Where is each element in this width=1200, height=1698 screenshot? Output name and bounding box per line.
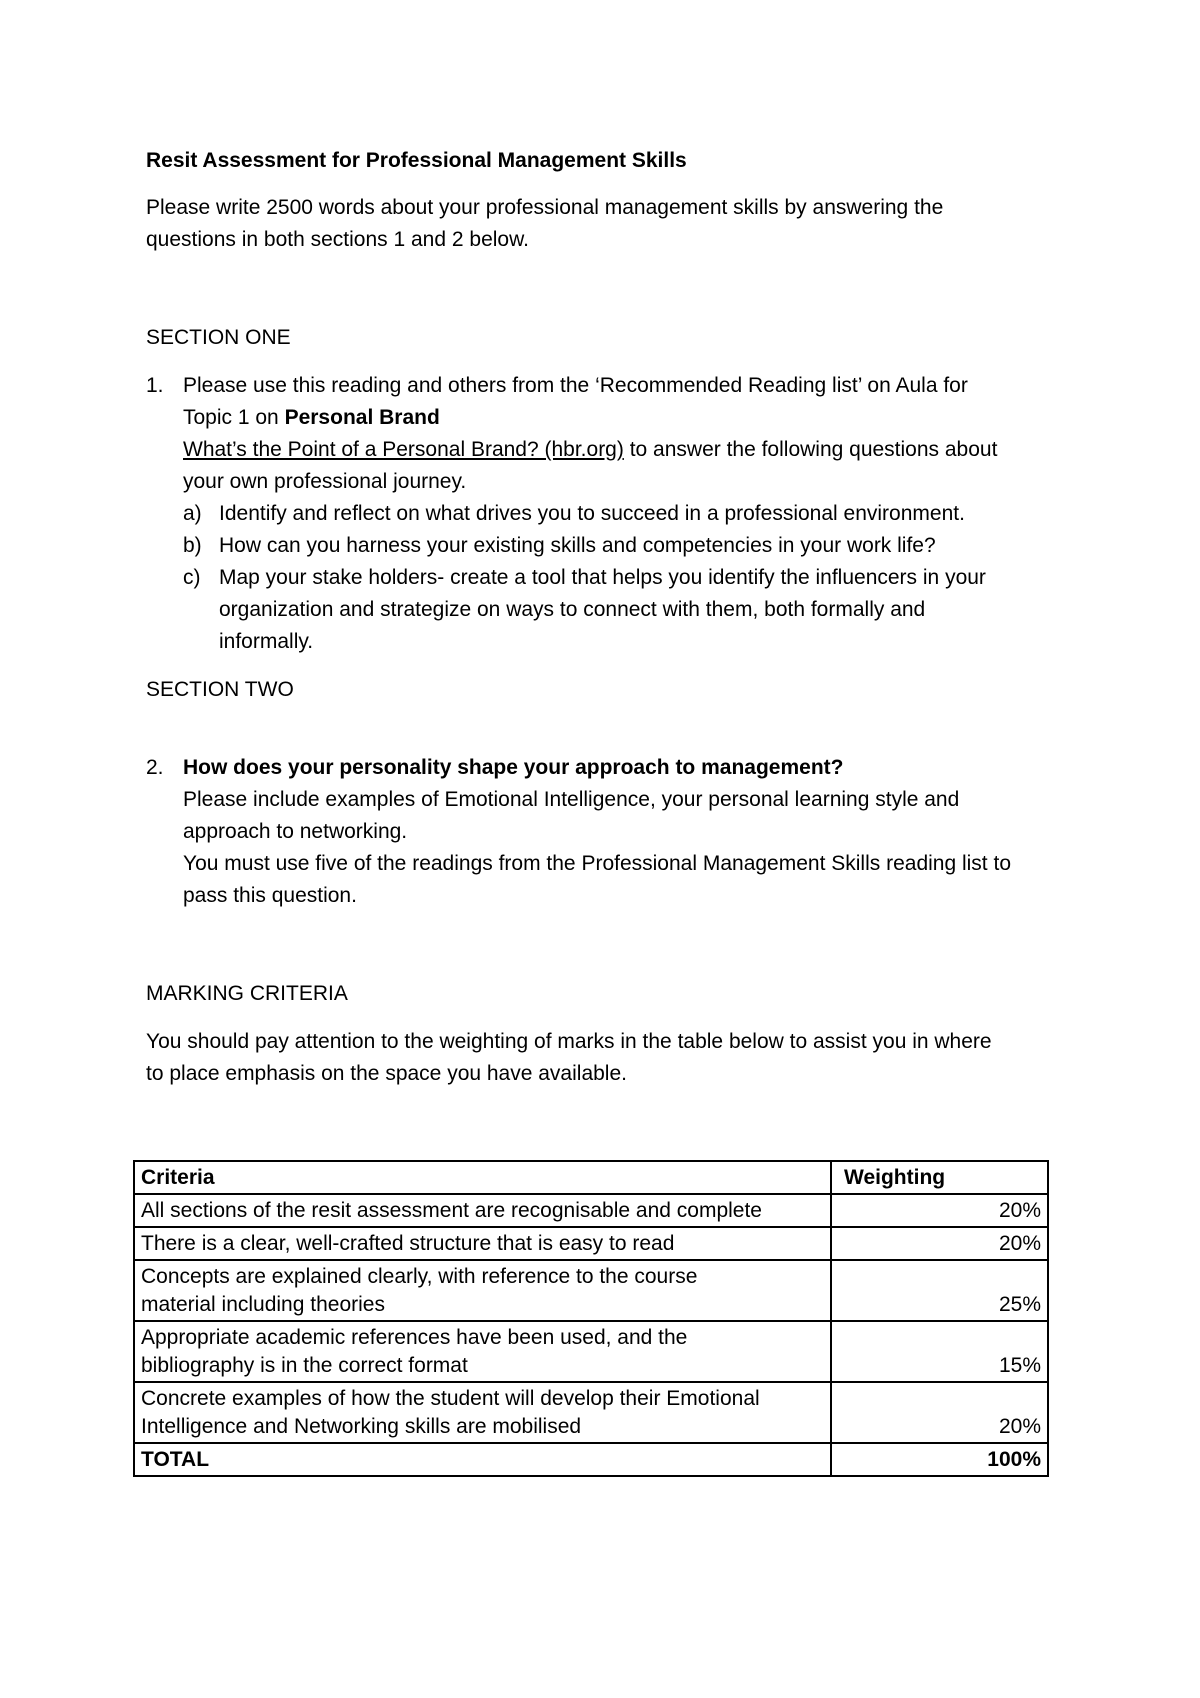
marking-line-1: You should pay attention to the weighting of marks in the table below to assist you in where [146, 1030, 992, 1053]
section-one-number: 1. [146, 374, 164, 397]
table-row [134, 1382, 1048, 1443]
criteria-cell [134, 1321, 831, 1382]
weight-cell: 20% [831, 1382, 1048, 1443]
weight-cell: 20% [831, 1227, 1048, 1260]
section-one-line-3-suffix: to answer the following questions about [623, 438, 998, 461]
section-two-line-2: Please include examples of Emotional Intelligence, your personal learning style and [183, 788, 960, 811]
section-one-line-2 [183, 406, 440, 430]
criteria-cell [134, 1227, 831, 1260]
marking-line-2: to place emphasis on the space you have available. [146, 1062, 627, 1085]
criteria-text: Concrete examples of how the student will develop their Emotional [141, 1387, 760, 1410]
marking-criteria-table [133, 1160, 1049, 1477]
table-total-row [134, 1443, 1048, 1476]
total-weight: 100% [831, 1443, 1048, 1476]
criteria-text: Appropriate academic references have been used, and the [141, 1326, 688, 1349]
section-two-heading: SECTION TWO [146, 678, 294, 701]
section-one-heading: SECTION ONE [146, 326, 291, 349]
section-two-line-3: approach to networking. [183, 820, 408, 843]
section-two-line-4: You must use five of the readings from the Professional Management Skills reading list to [183, 852, 1011, 875]
criteria-text: There is a clear, well-crafted structure that is easy to read [141, 1232, 675, 1255]
table-row [134, 1260, 1048, 1321]
marking-criteria-heading: MARKING CRITERIA [146, 982, 348, 1005]
intro-line-1: Please write 2500 words about your professional management skills by answering the [146, 196, 944, 219]
section-two-line-5: pass this question. [183, 884, 357, 907]
criteria-text: material including theories [141, 1293, 385, 1316]
section-one-line-1: Please use this reading and others from the ‘Recommended Reading list’ on Aula for [183, 374, 968, 397]
criteria-header: Criteria [134, 1161, 831, 1194]
criteria-text: Intelligence and Networking skills are mobilised [141, 1415, 582, 1438]
intro-line-2: questions in both sections 1 and 2 below. [146, 228, 529, 251]
table-row [134, 1227, 1048, 1260]
table-header-row [134, 1161, 1048, 1194]
item-c-text-line-1: Map your stake holders- create a tool that helps you identify the influencers in your [219, 566, 986, 589]
criteria-text: All sections of the resit assessment are recognisable and complete [141, 1199, 762, 1222]
weight-cell: 25% [831, 1260, 1048, 1321]
personal-brand-link[interactable]: What’s the Point of a Personal Brand? (hbr.org) [183, 438, 624, 461]
item-c-text-line-2: organization and strategize on ways to connect with them, both formally and [219, 598, 926, 621]
item-c-text-line-3: informally. [219, 630, 314, 653]
item-a-text: Identify and reflect on what drives you to succeed in a professional environment. [219, 502, 965, 525]
section-one-line-3 [183, 438, 997, 462]
criteria-text: bibliography is in the correct format [141, 1354, 468, 1377]
table-row [134, 1321, 1048, 1382]
criteria-cell [134, 1260, 831, 1321]
document-title: Resit Assessment for Professional Management Skills [146, 149, 687, 172]
table-row [134, 1194, 1048, 1227]
item-b-marker: b) [183, 534, 202, 557]
section-two-question: How does your personality shape your approach to management? [183, 756, 844, 779]
item-b-text: How can you harness your existing skills and competencies in your work life? [219, 534, 936, 557]
weight-cell: 15% [831, 1321, 1048, 1382]
weighting-header: Weighting [831, 1161, 1048, 1194]
item-c-marker: c) [183, 566, 201, 589]
criteria-cell [134, 1382, 831, 1443]
section-one-topic-prefix: Topic 1 on [183, 406, 285, 429]
section-two-number: 2. [146, 756, 164, 779]
item-a-marker: a) [183, 502, 202, 525]
total-label: TOTAL [134, 1443, 831, 1476]
section-one-line-4: your own professional journey. [183, 470, 467, 493]
weight-cell: 20% [831, 1194, 1048, 1227]
criteria-cell [134, 1194, 831, 1227]
section-one-topic-bold: Personal Brand [284, 406, 440, 429]
criteria-text: Concepts are explained clearly, with reference to the course [141, 1265, 698, 1288]
